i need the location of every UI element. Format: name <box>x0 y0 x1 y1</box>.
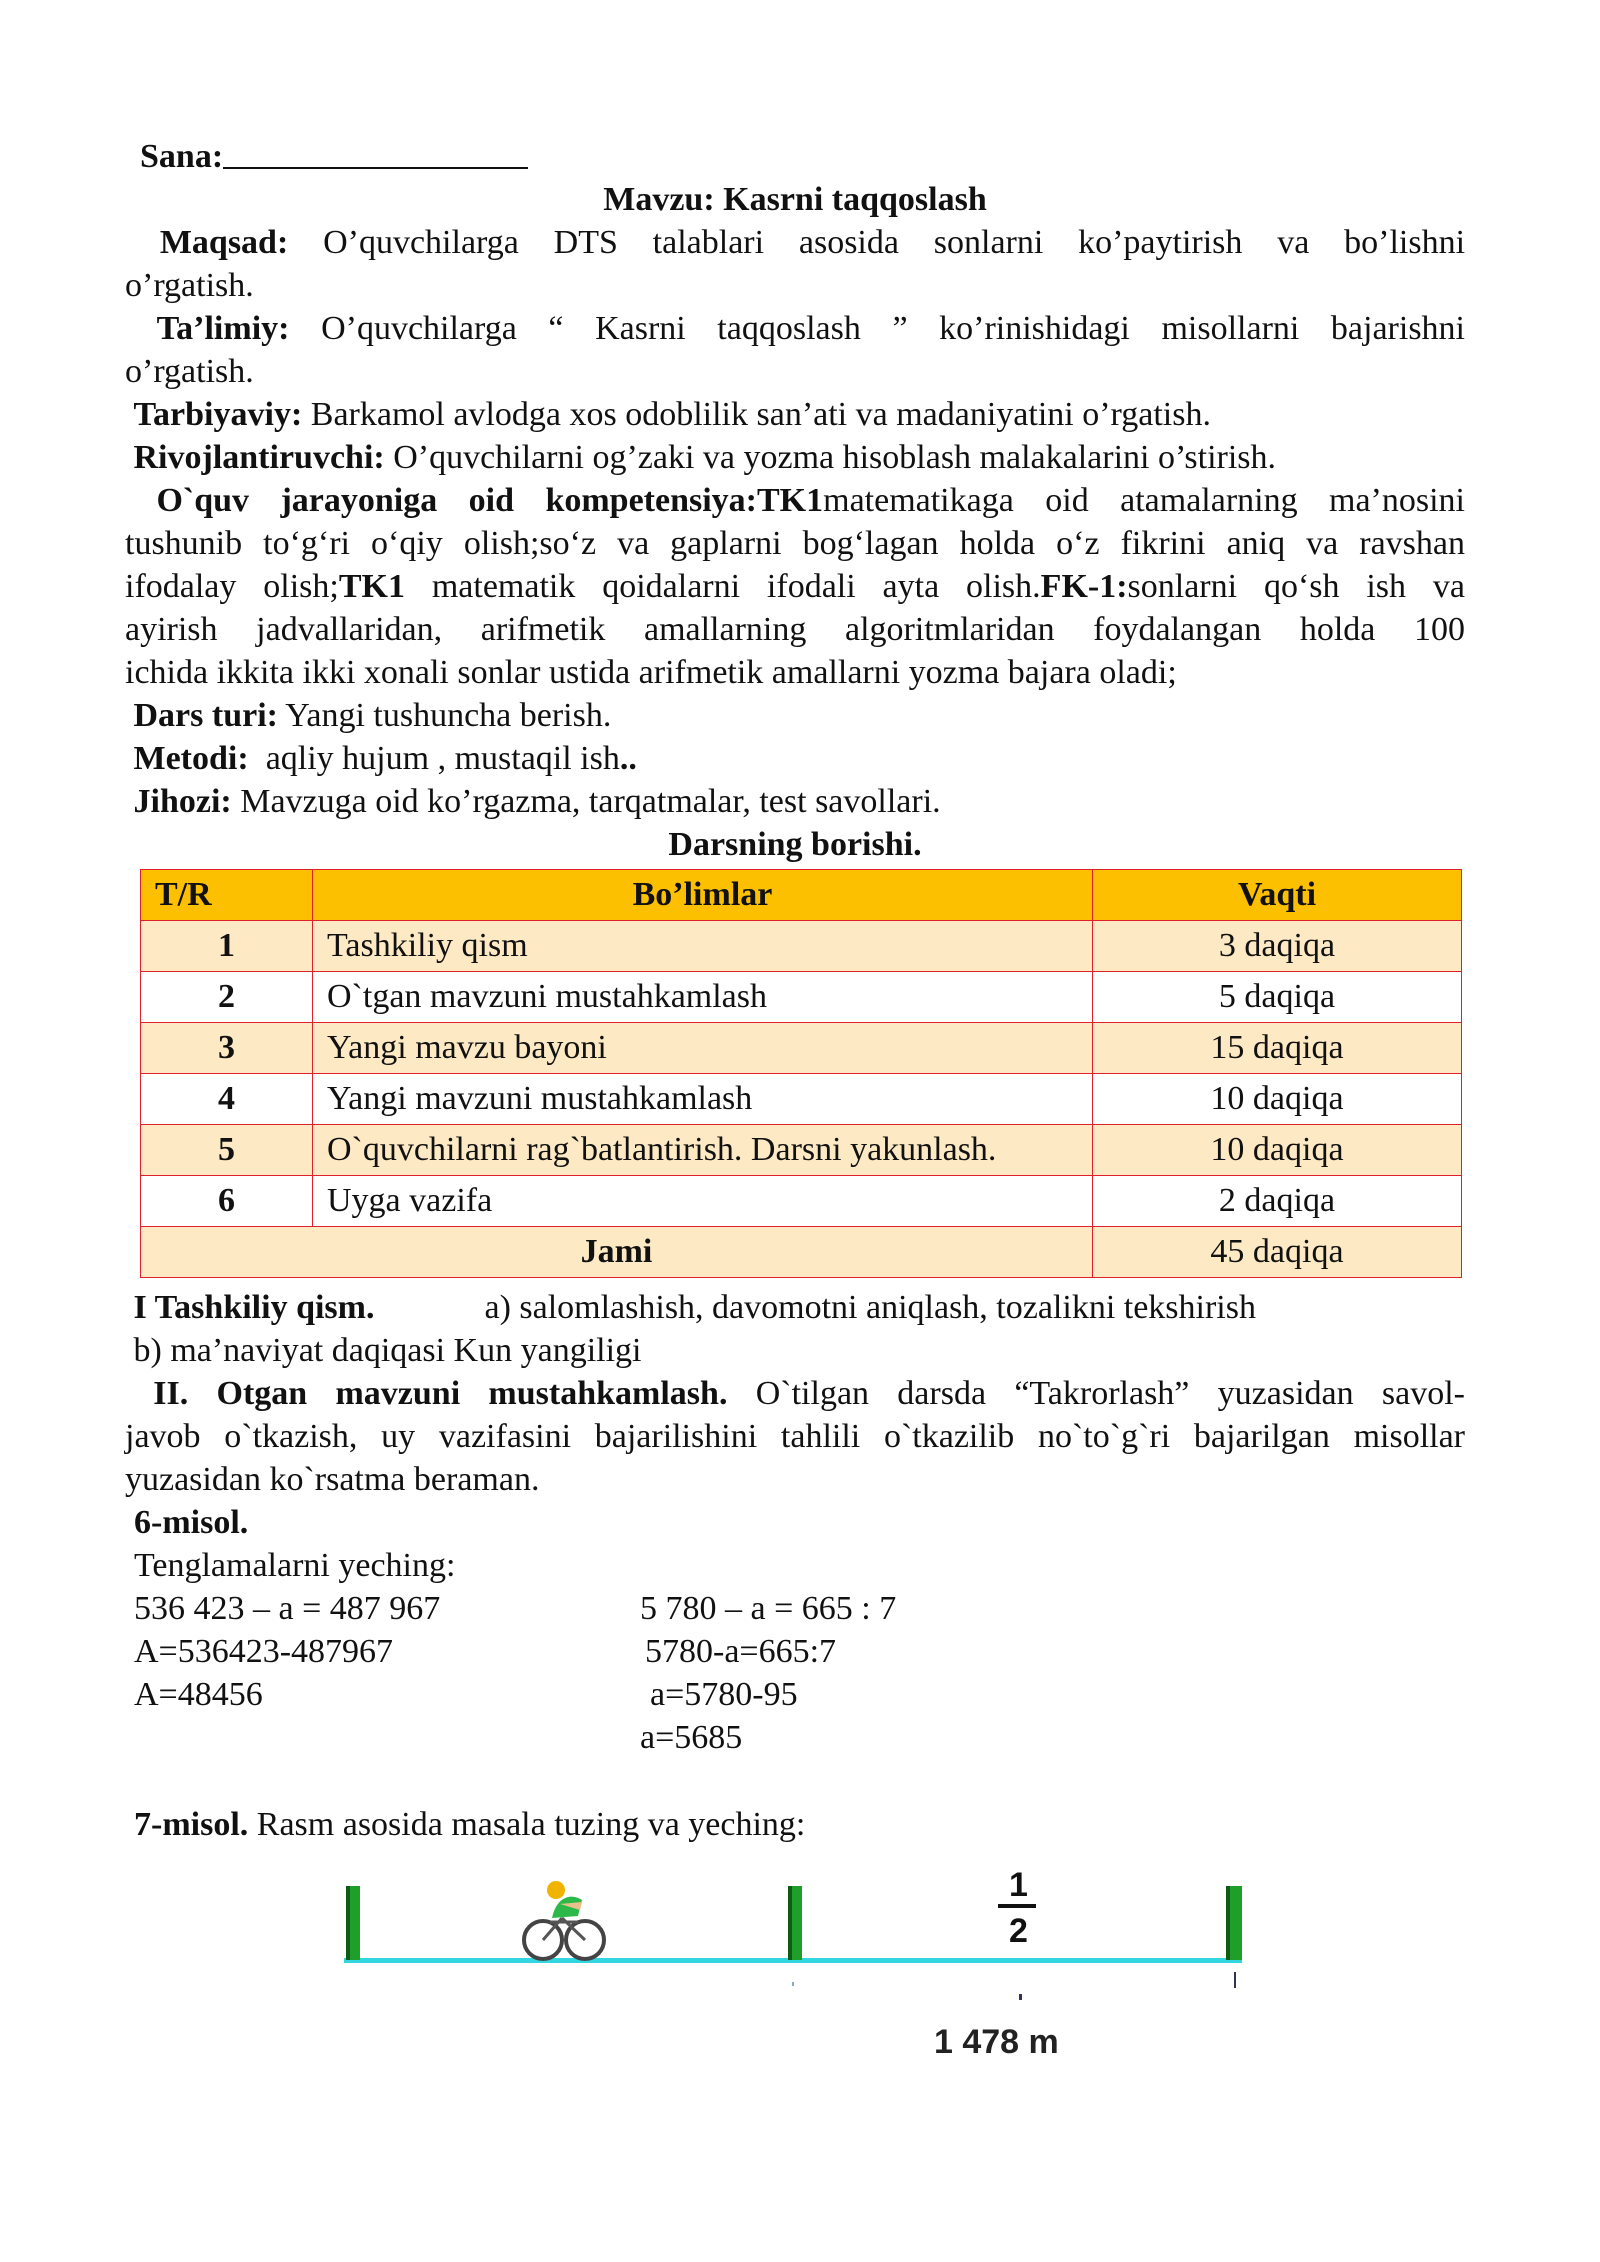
post-middle <box>788 1886 802 1960</box>
fraction-bar <box>998 1904 1036 1908</box>
distance-label: 1 478 m <box>934 2023 1059 2061</box>
jihozi-line: Jihozi: Mavzuga oid ko’rgazma, tarqatmalar, test savollari. <box>133 783 941 820</box>
cyclist-icon <box>524 1881 604 1959</box>
talimiy-line-1: Ta’limiy: O’quvchilarga “ Kasrni taqqoslash ” ko’rinishidagi misollarni bajarishni <box>156 310 1465 347</box>
kompetensiya-label: O`quv jarayoniga oid kompetensiya:TK1 <box>156 482 824 519</box>
table-header-row <box>141 870 1462 921</box>
table-row: 3 Yangi mavzu bayoni 15 daqiqa <box>141 1023 1462 1074</box>
misol7-label: 7-misol. <box>134 1806 249 1843</box>
equation-right-1: 5 780 – a = 665 : 7 <box>640 1590 897 1627</box>
otgan-line-3: yuzasidan ko`rsatma beraman. <box>125 1461 540 1498</box>
table-row: 1 Tashkiliy qism 3 daqiqa <box>141 921 1462 972</box>
equation-left-2: A=536423-487967 <box>134 1633 394 1670</box>
fraction-numerator: 1 <box>1009 1866 1028 1904</box>
sana-blank <box>223 137 528 169</box>
kompetensiya-line-3: ifodalay olish;TK1 matematik qoidalarni ifodali ayta olish.FK-1:sonlarni qo‘sh ish va <box>125 568 1466 605</box>
total-label: Jami <box>141 1227 1093 1278</box>
table-row: 5 O`quvchilarni rag`batlantirish. Darsni yakunlash. 10 daqiqa <box>141 1125 1462 1176</box>
tashkiliy-line-b: b) ma’naviyat daqiqasi Kun yangiligi <box>133 1332 642 1369</box>
otgan-line-1: II. Otgan mavzuni mustahkamlash. O`tilgan darsda “Takrorlash” yuzasidan savol- <box>153 1375 1465 1412</box>
tashkiliy-label: I Tashkiliy qism. <box>133 1289 375 1326</box>
rivojlantiruvchi-line: Rivojlantiruvchi: O’quvchilarni og’zaki va yozma hisoblash malakalarini o’stirish. <box>133 439 1277 476</box>
table-row: 4 Yangi mavzuni mustahkamlash 10 daqiqa <box>141 1074 1462 1125</box>
post-start <box>346 1886 360 1960</box>
maqsad-line-1: Maqsad: O’quvchilarga DTS talablari asosida sonlarni ko’paytirish va bo’lishni <box>159 224 1466 261</box>
cyclist-distance-diagram <box>330 1862 1260 2072</box>
tick-mark <box>1234 1972 1236 1988</box>
kompetensiya-line-2: tushunib to‘g‘ri o‘qiy olish;so‘z va gaplarni bog‘lagan holda o‘z fikrini aniq va ravshan <box>125 525 1465 562</box>
misol7-line: 7-misol. Rasm asosida masala tuzing va yeching: <box>134 1806 806 1843</box>
equation-left-3: A=48456 <box>134 1676 263 1713</box>
tick-mark <box>1019 1994 1022 2000</box>
misol6-label: 6-misol. <box>134 1504 249 1541</box>
metodi-label: Metodi: <box>133 740 249 777</box>
otgan-label: II. Otgan mavzuni mustahkamlash. <box>153 1375 728 1412</box>
tick-mark <box>792 1982 794 1986</box>
kompetensiya-line-4: ayirish jadvallaridan, arifmetik amallarning algoritmlaridan foydalangan holda 100 <box>125 611 1465 648</box>
talimiy-label: Ta’limiy: <box>156 310 290 347</box>
tarbiyaviy-line: Tarbiyaviy: Barkamol avlodga xos odoblilik san’ati va madaniyatini o’rgatish. <box>133 396 1211 433</box>
header-tr: T/R <box>141 870 313 921</box>
maqsad-line-2: o’rgatish. <box>125 267 254 304</box>
otgan-line-2: javob o`tkazish, uy vazifasini bajarilishini tahlili o`tkazilib no`to`g`ri bajarilgan misollar <box>125 1418 1465 1455</box>
dars-turi-line: Dars turi: Yangi tushuncha berish. <box>133 697 612 734</box>
rivojlantiruvchi-label: Rivojlantiruvchi: <box>133 439 385 476</box>
jihozi-label: Jihozi: <box>133 783 232 820</box>
misol6-instruction: Tenglamalarni yeching: <box>134 1547 456 1584</box>
maqsad-label: Maqsad: <box>159 224 289 261</box>
kompetensiya-line-1: O`quv jarayoniga oid kompetensiya:TK1matematikaga oid atamalarning ma’nosini <box>156 482 1466 519</box>
total-time: 45 daqiqa <box>1093 1227 1462 1278</box>
talimiy-line-2: o’rgatish. <box>125 353 254 390</box>
equation-left-1: 536 423 – a = 487 967 <box>134 1590 441 1627</box>
lesson-schedule-table <box>140 869 1462 1278</box>
header-bolimlar: Bo’limlar <box>313 870 1093 921</box>
sana-line <box>140 135 1480 178</box>
tashkiliy-line: I Tashkiliy qism. a) salomlashish, davomotni aniqlash, tozalikni tekshirish <box>133 1289 1256 1326</box>
kompetensiya-line-5: ichida ikkita ikki xonali sonlar ustida arifmetik amallarni yozma bajara oladi; <box>125 654 1177 691</box>
equation-right-3: a=5780-95 <box>650 1676 798 1713</box>
table-row: 2 O`tgan mavzuni mustahkamlash 5 daqiqa <box>141 972 1462 1023</box>
fraction-denominator: 2 <box>1009 1912 1028 1950</box>
metodi-line: Metodi: aqliy hujum , mustaqil ish.. <box>133 740 637 777</box>
equation-right-2: 5780-a=665:7 <box>645 1633 837 1670</box>
equation-right-4: a=5685 <box>640 1719 743 1756</box>
sana-label: Sana: <box>140 138 224 175</box>
header-vaqti: Vaqti <box>1093 870 1462 921</box>
fraction-one-half <box>998 1866 1036 1950</box>
borishi-title: Darsning borishi. <box>668 826 922 863</box>
tarbiyaviy-label: Tarbiyaviy: <box>133 396 303 433</box>
dars-turi-label: Dars turi: <box>133 697 278 734</box>
table-row: 6 Uyga vazifa 2 daqiqa <box>141 1176 1462 1227</box>
table-total-row <box>141 1227 1462 1278</box>
page-title: Mavzu: Kasrni taqqoslash <box>603 181 987 218</box>
post-end <box>1226 1886 1242 1960</box>
